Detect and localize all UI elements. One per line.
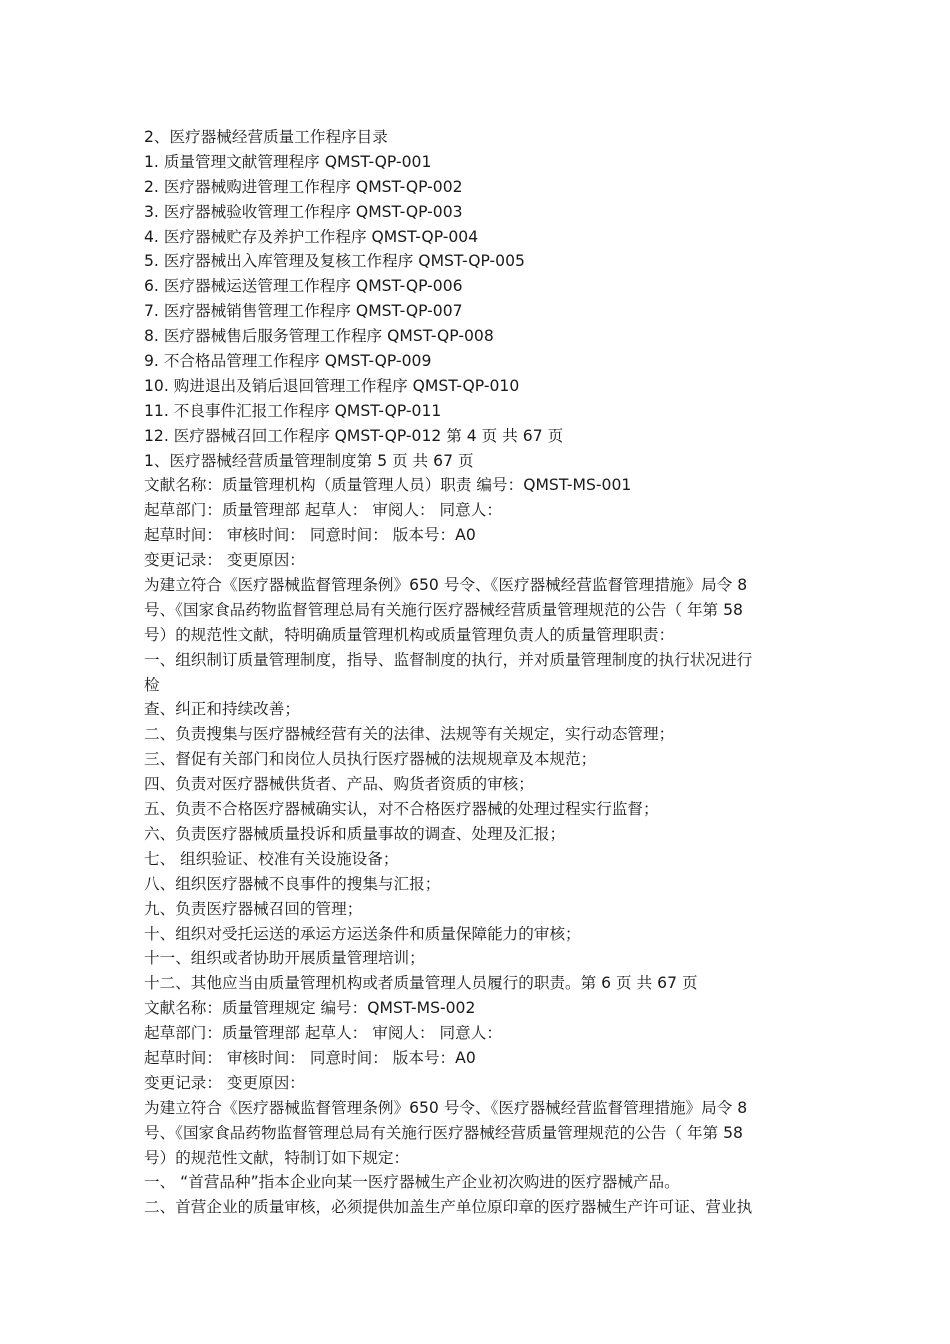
section-heading: 1、医疗器械经营质量管理制度第 5 页 共 67 页 (144, 451, 474, 470)
toc-item: 11. 不良事件汇报工作程序 QMST-QP-011 (144, 401, 442, 420)
duty-item: 八、组织医疗器械不良事件的搜集与汇报； (144, 874, 441, 893)
toc-heading: 2、医疗器械经营质量工作程序目录 (144, 128, 388, 146)
paragraph-line: 号）的规范性文献，特制订如下规定： (144, 1148, 410, 1167)
toc-item: 8. 医疗器械售后服务管理工作程序 QMST-QP-008 (144, 327, 494, 346)
doc-meta-time: 起草时间： 审核时间： 同意时间： 版本号：A0 (144, 1048, 476, 1067)
duty-item: 九、负责医疗器械召回的管理； (144, 899, 363, 918)
duty-item: 查、纠正和持续改善； (144, 700, 300, 719)
doc-meta-change: 变更记录： 变更原因： (144, 551, 305, 570)
toc-item: 7. 医疗器械销售管理工作程序 QMST-QP-007 (144, 302, 463, 321)
toc-item: 10. 购进退出及销后退回管理工作程序 QMST-QP-010 (144, 376, 520, 395)
duty-item: 十一、组织或者协助开展质量管理培训； (144, 949, 425, 968)
duty-item: 四、负责对医疗器械供货者、产品、购货者资质的审核； (144, 775, 534, 794)
doc-meta-name: 文献名称：质量管理机构（质量管理人员）职责 编号：QMST-MS-001 (144, 476, 632, 495)
toc-item: 3. 医疗器械验收管理工作程序 QMST-QP-003 (144, 202, 463, 221)
rule-item: 二、首营企业的质量审核，必须提供加盖生产单位原印章的医疗器械生产许可证、营业执 (144, 1198, 753, 1217)
toc-item: 1. 质量管理文献管理程序 QMST-QP-001 (144, 152, 432, 171)
paragraph-line: 号）的规范性文献，特明确质量管理机构或质量管理负责人的质量管理职责： (144, 625, 675, 644)
duty-item: 一、组织制订质量管理制度，指导、监督制度的执行，并对质量管理制度的执行状况进行 (144, 650, 753, 669)
paragraph-line: 号、《国家食品药物监督管理总局有关施行医疗器械经营质量管理规范的公告（ 年第 58 (144, 600, 743, 619)
toc-item: 2. 医疗器械购进管理工作程序 QMST-QP-002 (144, 177, 463, 196)
toc-item: 9. 不合格品管理工作程序 QMST-QP-009 (144, 352, 432, 371)
duty-item: 十、组织对受托运送的承运方运送条件和质量保障能力的审核； (144, 924, 581, 943)
doc-meta-change: 变更记录： 变更原因： (144, 1073, 305, 1092)
paragraph-line: 为建立符合《医疗器械监督管理条例》650 号令、《医疗器械经营监督管理措施》局令 8 (144, 576, 748, 595)
duty-item: 三、督促有关部门和岗位人员执行医疗器械的法规规章及本规范； (144, 750, 597, 769)
doc-meta-dept: 起草部门：质量管理部 起草人： 审阅人： 同意人： (144, 1024, 502, 1043)
toc-item: 12. 医疗器械召回工作程序 QMST-QP-012 第 4 页 共 67 页 (144, 426, 564, 445)
toc-item: 6. 医疗器械运送管理工作程序 QMST-QP-006 (144, 277, 463, 296)
toc-item: 4. 医疗器械贮存及养护工作程序 QMST-QP-004 (144, 227, 479, 246)
duty-item: 七、 组织验证、校准有关设施设备； (144, 849, 399, 868)
doc-meta-dept: 起草部门：质量管理部 起草人： 审阅人： 同意人： (144, 501, 502, 520)
doc-meta-name: 文献名称：质量管理规定 编号：QMST-MS-002 (144, 999, 476, 1018)
document-body (144, 125, 814, 1220)
toc-item: 5. 医疗器械出入库管理及复核工作程序 QMST-QP-005 (144, 252, 525, 271)
duty-item: 五、负责不合格医疗器械确实认，对不合格医疗器械的处理过程实行监督； (144, 800, 659, 819)
paragraph-line: 为建立符合《医疗器械监督管理条例》650 号令、《医疗器械经营监督管理措施》局令 8 (144, 1098, 748, 1117)
doc-meta-time: 起草时间： 审核时间： 同意时间： 版本号：A0 (144, 526, 476, 545)
duty-item: 二、负责搜集与医疗器械经营有关的法律、法规等有关规定，实行动态管理； (144, 725, 675, 744)
rule-item: 一、 “首营品种”指本企业向某一医疗器械生产企业初次购进的医疗器械产品。 (144, 1173, 680, 1192)
paragraph-line: 号、《国家食品药物监督管理总局有关施行医疗器械经营质量管理规范的公告（ 年第 58 (144, 1123, 743, 1142)
duty-item: 六、负责医疗器械质量投诉和质量事故的调查、处理及汇报； (144, 824, 566, 843)
duty-item: 十二、其他应当由质量管理机构或者质量管理人员履行的职责。第 6 页 共 67 页 (144, 974, 698, 993)
duty-item: 检 (144, 675, 160, 694)
